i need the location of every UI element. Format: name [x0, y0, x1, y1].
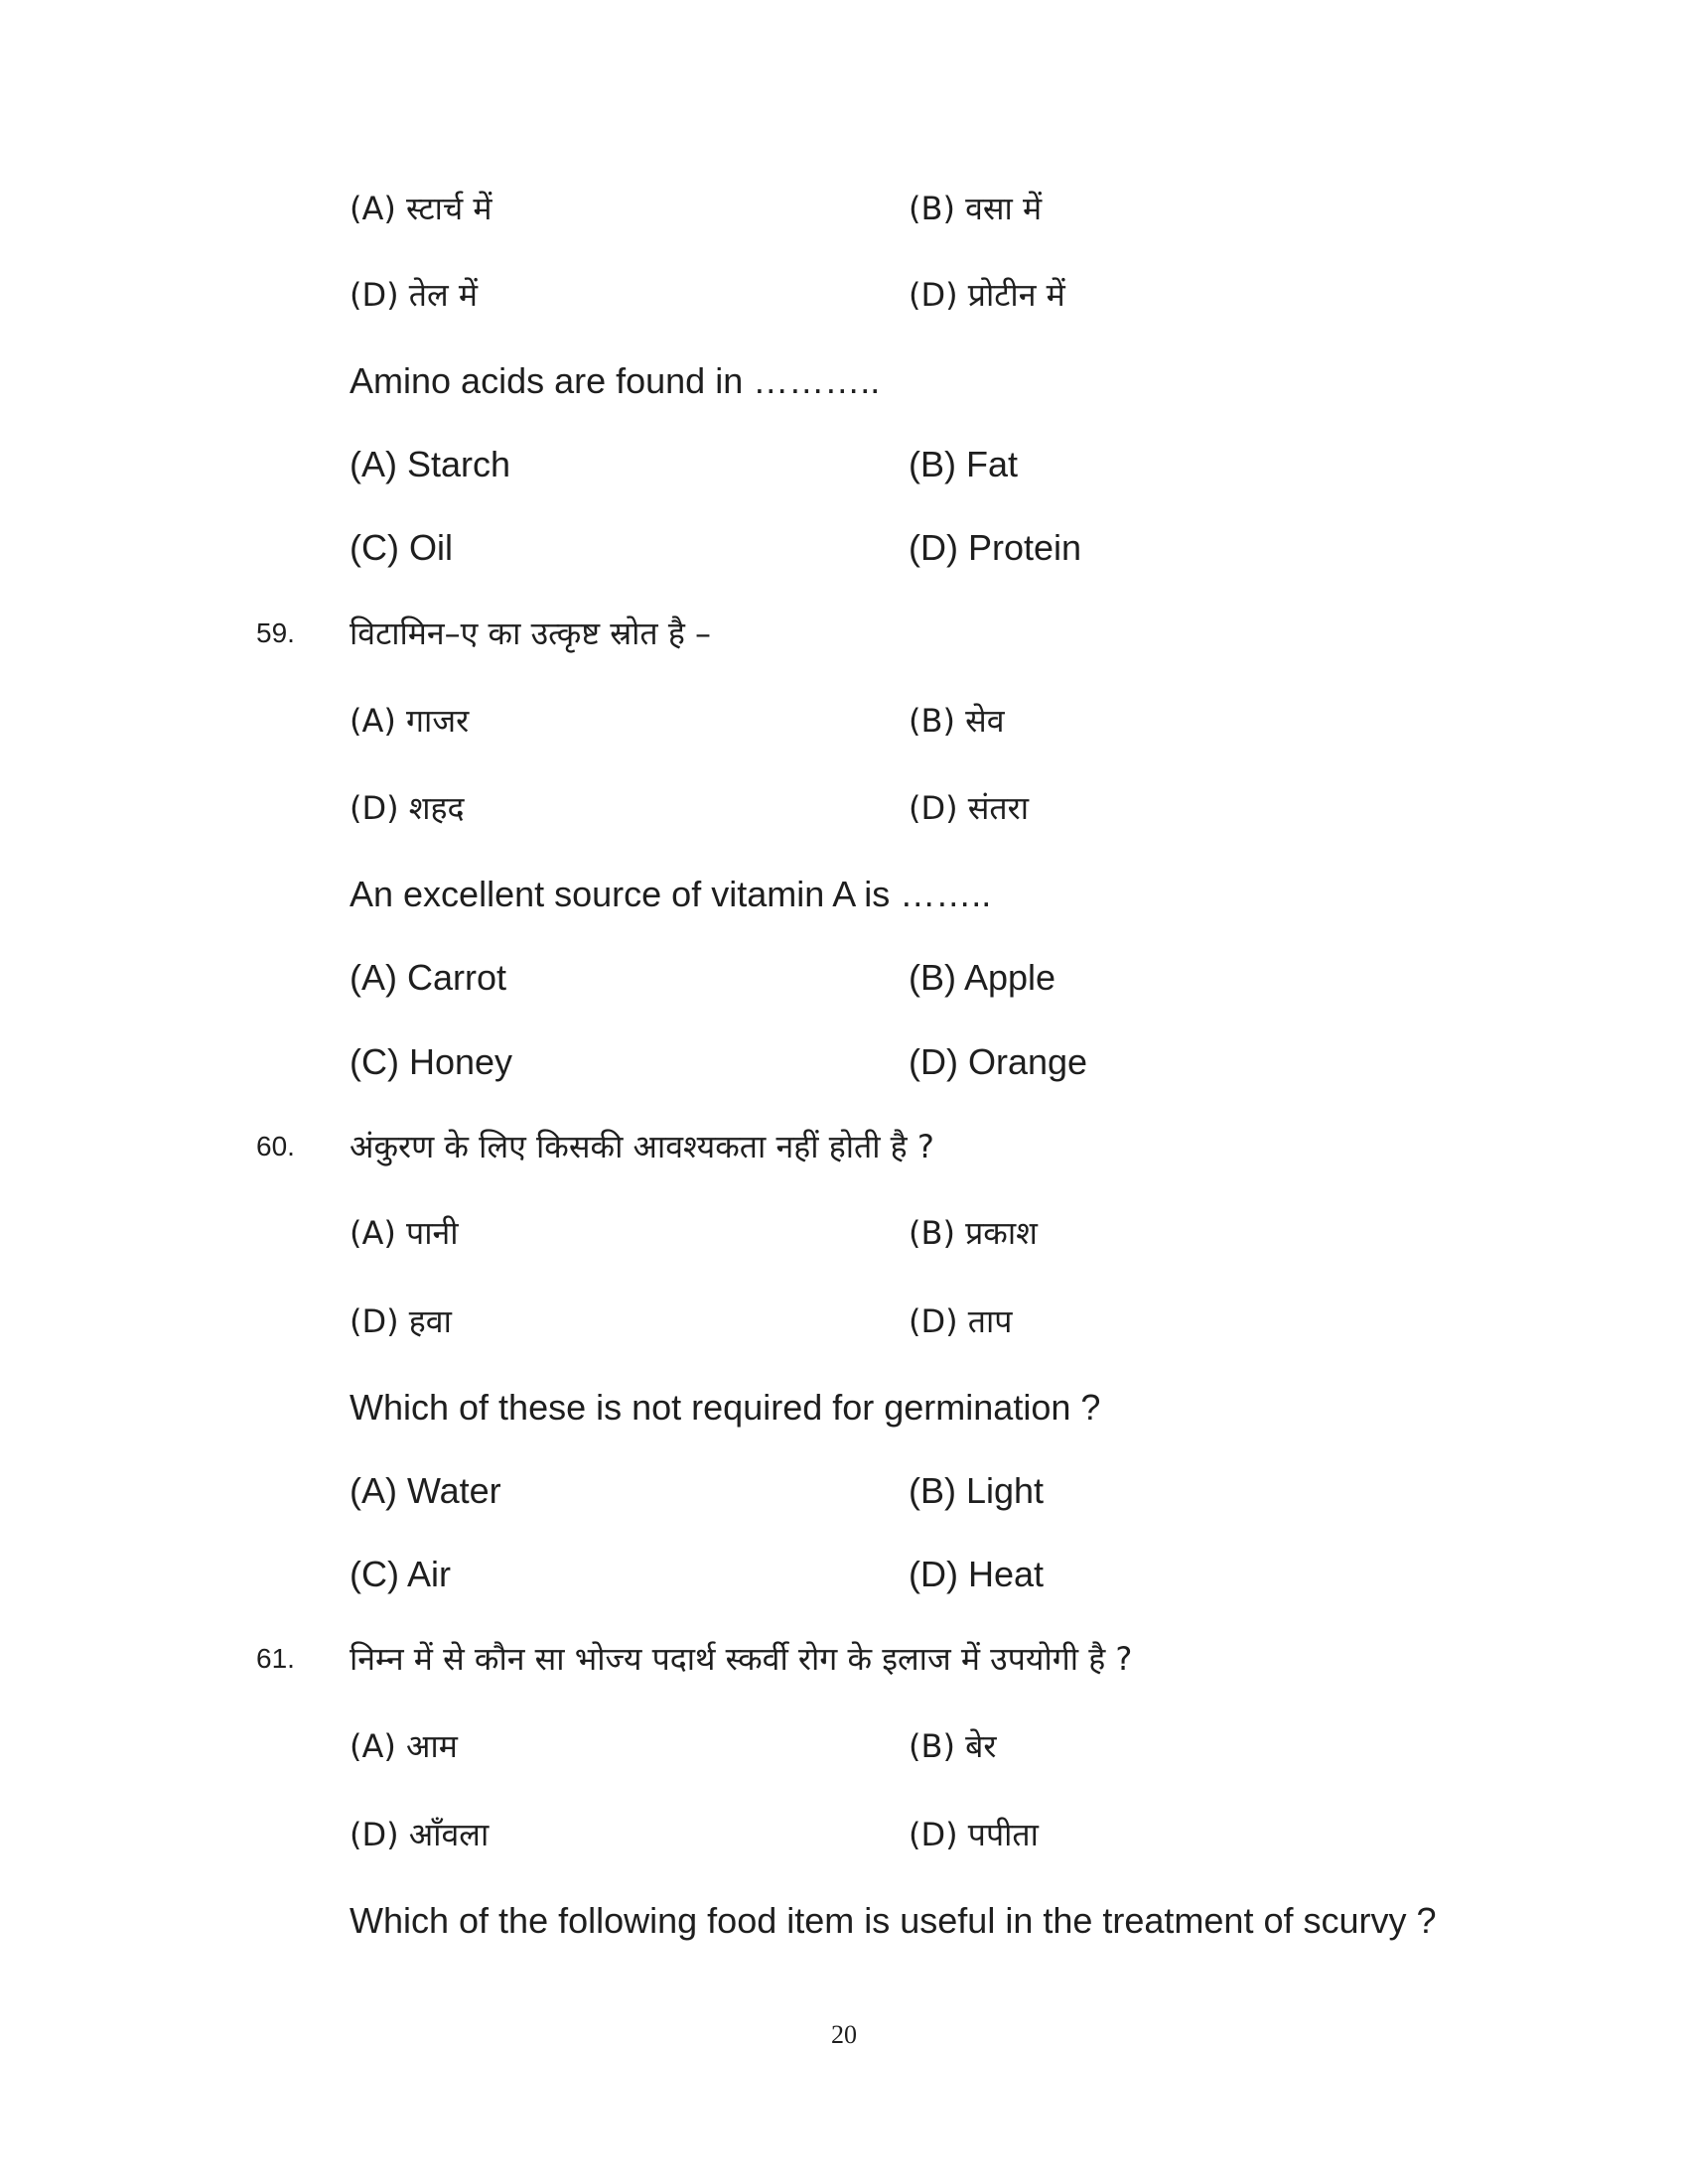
q58-option-c-en: (C) Oil: [350, 527, 453, 568]
q59-hindi-options-row-1: [0, 691, 1688, 751]
q60-option-c-en: (C) Air: [350, 1554, 451, 1594]
q59-option-b-en: (B) Apple: [909, 957, 1056, 998]
q61-hindi-options-row-2: [0, 1805, 1688, 1864]
q61-question-hi: निम्न में से कौन सा भोज्य पदार्थ स्कर्वी रोग के इलाज में उपयोगी है ?: [350, 1640, 1133, 1678]
page-number: 20: [831, 2020, 857, 2049]
q59-question-en: An excellent source of vitamin A is ……..: [350, 874, 992, 914]
q61-option-c-hi: (D) आँवला: [350, 1816, 490, 1853]
q60-option-b-en: (B) Light: [909, 1470, 1045, 1511]
q58-option-a-en: (A) Starch: [350, 444, 511, 484]
q58-option-c-hi: (D) तेल में: [350, 276, 479, 314]
q58-question-en: Amino acids are found in ………..: [350, 360, 881, 401]
q61-hindi-options-row-1: [0, 1716, 1688, 1776]
q60-option-d-hi: (D) ताप: [909, 1302, 1013, 1340]
q59-option-a-hi: (A) गाजर: [350, 702, 470, 740]
q60-hindi-options-row-1: [0, 1203, 1688, 1263]
q58-option-d-en: (D) Protein: [909, 527, 1082, 568]
q58-option-b-en: (B) Fat: [909, 444, 1019, 484]
q60-hindi-options-row-2: [0, 1292, 1688, 1351]
q58-question-en-row: [0, 351, 1688, 411]
q60-number: 60.: [256, 1131, 295, 1161]
q59-question-hi: विटामिन–ए का उत्कृष्ट स्रोत है –: [350, 614, 712, 652]
q60-option-b-hi: (B) प्रकाश: [909, 1214, 1038, 1252]
q59-option-b-hi: (B) सेव: [909, 702, 1005, 740]
q59-question-hi-row: [0, 604, 1688, 663]
q59-option-d-hi: (D) संतरा: [909, 789, 1030, 827]
q60-question-en: Which of these is not required for germination ?: [350, 1387, 1101, 1428]
q60-option-d-en: (D) Heat: [909, 1554, 1045, 1594]
q58-hindi-options-row-1: [0, 179, 1688, 238]
q59-option-c-hi: (D) शहद: [350, 789, 465, 827]
q60-option-c-hi: (D) हवा: [350, 1302, 452, 1340]
q58-option-b-hi: (B) वसा में: [909, 190, 1043, 227]
q59-number: 59.: [256, 617, 295, 648]
q61-option-a-hi: (A) आम: [350, 1727, 458, 1765]
q61-question-en: Which of the following food item is useful in the treatment of scurvy ?: [350, 1900, 1437, 1941]
q59-english-options-row-2: [0, 1032, 1688, 1092]
q58-english-options-row-2: [0, 518, 1688, 578]
q61-question-en-row: [0, 1891, 1688, 1951]
q59-english-options-row-1: [0, 948, 1688, 1008]
q58-english-options-row-1: [0, 435, 1688, 494]
q59-question-en-row: [0, 865, 1688, 924]
q59-option-a-en: (A) Carrot: [350, 957, 507, 998]
q61-question-hi-row: [0, 1629, 1688, 1689]
q60-question-hi-row: [0, 1117, 1688, 1176]
q59-option-c-en: (C) Honey: [350, 1041, 513, 1082]
q59-hindi-options-row-2: [0, 778, 1688, 838]
q60-option-a-hi: (A) पानी: [350, 1214, 459, 1252]
q61-option-b-hi: (B) बेर: [909, 1727, 997, 1765]
q61-number: 61.: [256, 1643, 295, 1674]
q60-question-en-row: [0, 1378, 1688, 1437]
q58-option-d-hi: (D) प्रोटीन में: [909, 276, 1065, 314]
q58-hindi-options-row-2: [0, 265, 1688, 325]
q60-option-a-en: (A) Water: [350, 1470, 501, 1511]
q61-option-d-hi: (D) पपीता: [909, 1816, 1039, 1853]
q60-english-options-row-2: [0, 1545, 1688, 1604]
q60-question-hi: अंकुरण के लिए किसकी आवश्यकता नहीं होती है ?: [350, 1128, 934, 1165]
q58-option-a-hi: (A) स्टार्च में: [350, 190, 492, 227]
q59-option-d-en: (D) Orange: [909, 1041, 1088, 1082]
q60-english-options-row-1: [0, 1461, 1688, 1521]
